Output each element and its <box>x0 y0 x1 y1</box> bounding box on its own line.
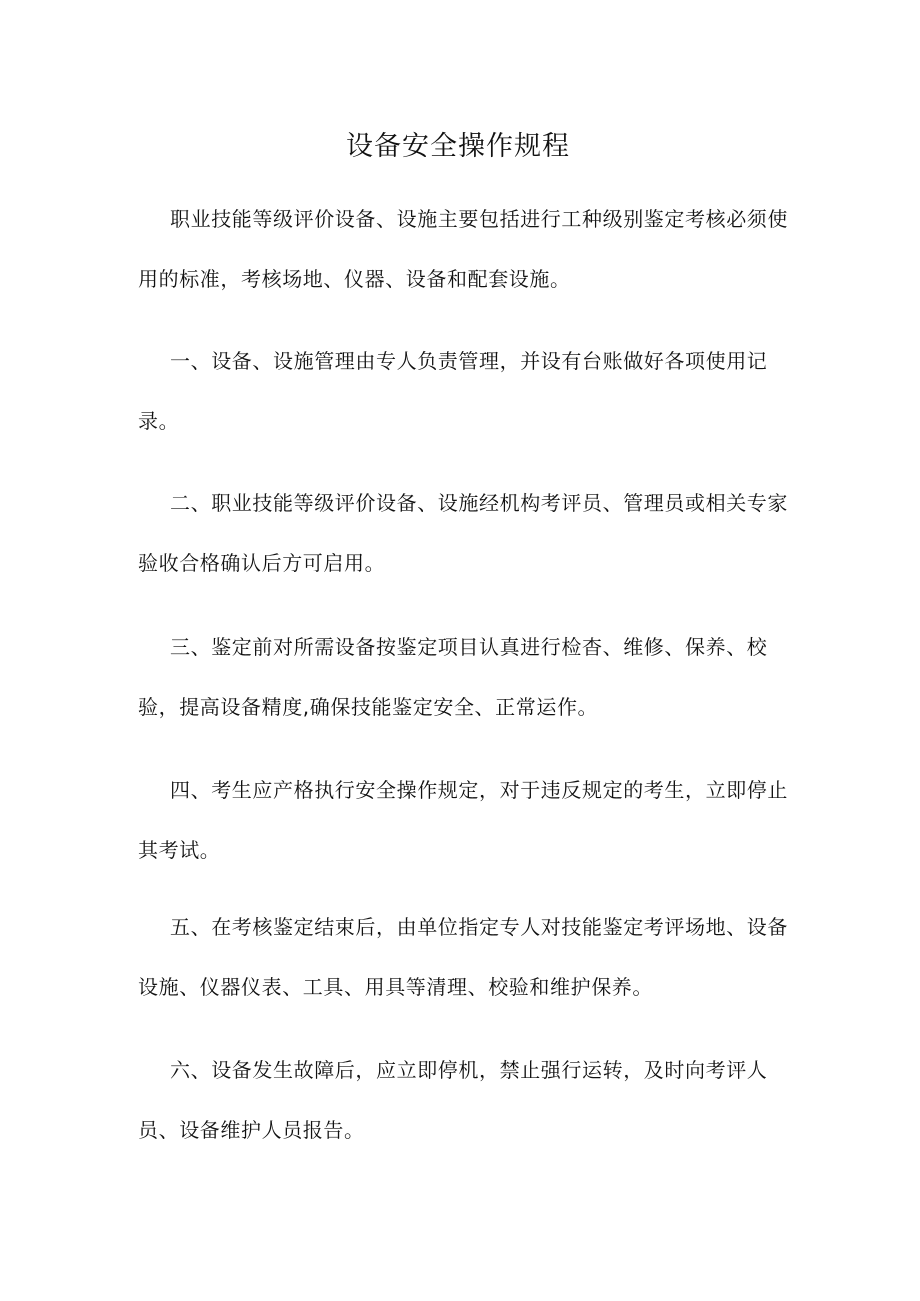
rule-paragraph-4: 四、考生应产格执行安全操作规定，对于违反规定的考生，立即停止其考试。 <box>138 778 788 862</box>
rule-paragraph-6: 六、设备发生故障后，应立即停机，禁止强行运转，及时向考评人员、设备维护人员报告。 <box>138 1058 768 1142</box>
rule-paragraph-3: 三、鉴定前对所需设备按鉴定项目认真进行检杳、维修、保养、校验，提高设备精度,确保技能鉴定安全、正常运作。 <box>138 635 768 719</box>
rule-paragraph-5: 五、在考核鉴定结束后，由单位指定专人对技能鉴定考评场地、设备设施、仪器仪表、工具、用具等清理、校验和维护保养。 <box>138 915 788 999</box>
rule-paragraph-2: 二、职业技能等级评价设备、设施经机构考评员、管理员或相关专家验收合格确认后方可启用。 <box>138 491 788 575</box>
rule-paragraph-1: 一、设备、设施管理由专人负责管理，并设有台账做好各项使用记录。 <box>138 349 768 433</box>
intro-paragraph: 职业技能等级评价设备、设施主要包括进行工种级别鉴定考核必须使用的标准，考核场地、仪器、设备和配套设施。 <box>138 207 788 291</box>
document-title: 设备安全操作规程 <box>346 131 570 162</box>
